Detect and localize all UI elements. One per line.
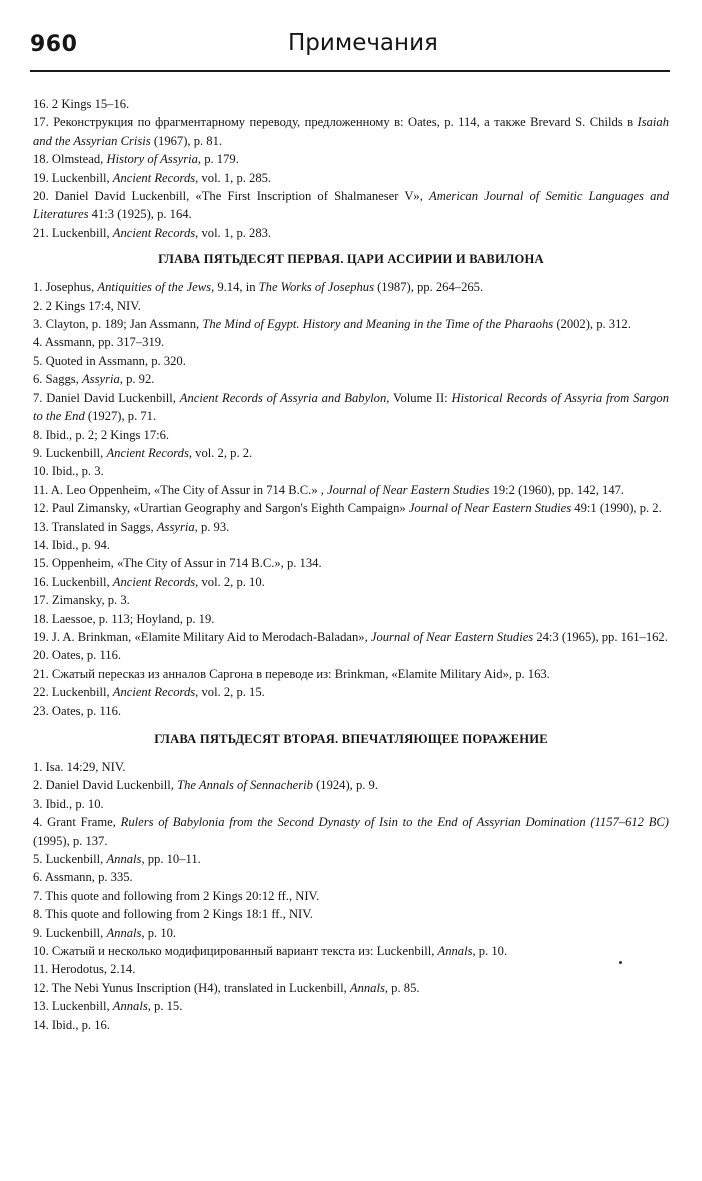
notes-list-chapter-51 <box>33 278 669 720</box>
footnote-text: 1. Isa. 14:29, NIV. <box>33 760 126 774</box>
footnote-text: 19. Luckenbill, <box>33 170 113 185</box>
footnote-entry <box>33 554 669 572</box>
footnote-text: , vol. 2, p. 10. <box>195 574 265 589</box>
footnote-text: 4. Assmann, pp. 317–319. <box>33 335 165 350</box>
footnote-entry <box>33 481 669 499</box>
footnote-text: , vol. 2, p. 15. <box>195 685 265 700</box>
footnote-text: , vol. 1, p. 285. <box>195 170 272 185</box>
footnote-text: , p. 85. <box>384 980 420 995</box>
footnote-text: 3. Ibid., p. 10. <box>33 796 104 811</box>
footnote-entry <box>33 591 669 609</box>
footnote-text: 41:3 (1925), p. 164. <box>88 207 192 222</box>
footnote-text: 7. Daniel David Luckenbill, <box>33 390 180 405</box>
footnote-title-italic: Ancient Records <box>112 170 196 185</box>
notes-list-chapter-52 <box>33 758 669 1034</box>
footnote-text: 14. Ibid., p. 94. <box>33 537 110 552</box>
footnote-text: 20. Oates, p. 116. <box>33 648 122 663</box>
footnote-text: 15. Oppenheim, «The City of Assur in 714 B.C.», p. 134. <box>33 556 322 571</box>
footnote-entry <box>33 868 669 886</box>
footnote-text: , p. 92. <box>119 372 155 387</box>
footnote-text: , vol. 1, p. 283. <box>195 225 272 240</box>
footnote-text: , p. 179. <box>197 152 239 167</box>
footnote-entry <box>33 850 669 868</box>
footnote-text: 19. J. A. Brinkman, «Elamite Military Aid to Merodach-Baladan», <box>33 629 371 644</box>
footnote-text: 21. Luckenbill, <box>33 225 113 240</box>
footnote-entry <box>33 1016 669 1034</box>
footnote-entry <box>33 887 669 905</box>
footnote-entry <box>33 628 669 646</box>
footnote-text: 12. The Nebi Yunus Inscription (H4), translated in Luckenbill, <box>33 980 350 995</box>
footnote-text: 2. Daniel David Luckenbill, <box>33 778 178 793</box>
footnote-entry <box>33 813 669 850</box>
footnote-entry <box>33 444 669 462</box>
footnote-title-italic: Annals <box>437 944 473 959</box>
footnote-entry <box>33 518 669 536</box>
footnote-entry <box>33 169 669 187</box>
footnote-entry <box>33 370 669 388</box>
footnote-title-italic: Annals <box>106 925 142 940</box>
footnote-entry <box>33 665 669 683</box>
footnote-title-italic: Annals <box>349 980 385 995</box>
footnote-text: 10. Сжатый и несколько модифицированный вариант текста из: Luckenbill, <box>33 944 438 959</box>
footnote-text: (1924), p. 9. <box>312 778 378 793</box>
footnote-title-italic: Rulers of Babylonia from the Second Dynasty of Isin to the End of Assyrian Domination (1157–612 BC) <box>120 815 669 830</box>
footnote-entry <box>33 795 669 813</box>
footnote-text: 3. Clayton, p. 189; Jan Assmann, <box>33 317 203 332</box>
footnote-entry <box>33 150 669 168</box>
footnote-text: , p. 10. <box>141 925 177 940</box>
footnote-title-italic: Assyria <box>156 519 195 534</box>
footnote-text: , p. 15. <box>147 999 183 1014</box>
footnote-text: , p. 93. <box>194 519 230 534</box>
footnote-text: (2002), p. 312. <box>553 317 631 332</box>
footnote-text: 5. Quoted in Assmann, p. 320. <box>33 353 186 368</box>
footnote-entry <box>33 610 669 628</box>
footnote-entry <box>33 499 669 517</box>
footnote-text: 21. Сжатый пересказ из анналов Саргона в переводе из: Brinkman, «Elamite Military Aid», p. 163. <box>33 666 550 681</box>
footnote-title-italic: Journal of Near Eastern Studies <box>408 501 572 516</box>
footnote-entry <box>33 113 669 150</box>
footnote-text: , Volume II: <box>386 390 452 405</box>
footnote-text: (1995), p. 137. <box>33 833 108 848</box>
footnote-entry <box>33 683 669 701</box>
notes-body <box>33 95 669 1034</box>
page-header <box>30 30 670 74</box>
footnote-entry <box>33 426 669 444</box>
footnote-entry <box>33 333 669 351</box>
footnote-title-italic: Assyria <box>81 372 120 387</box>
footnote-text: 6. Assmann, p. 335. <box>33 870 133 885</box>
footnote-text: 18. Laessoe, p. 113; Hoyland, p. 19. <box>33 611 215 626</box>
footnote-text: , 9.14, in <box>211 280 259 295</box>
footnote-entry <box>33 187 669 224</box>
footnote-entry <box>33 389 669 426</box>
footnote-entry <box>33 905 669 923</box>
footnote-text: 16. Luckenbill, <box>33 574 113 589</box>
footnote-text: , pp. 10–11. <box>141 852 201 867</box>
footnote-entry <box>33 573 669 591</box>
footnote-entry <box>33 462 669 480</box>
footnote-text: 11. Herodotus, 2.14. <box>33 962 136 977</box>
footnote-text: 49:1 (1990), p. 2. <box>571 501 662 516</box>
footnote-entry <box>33 758 669 776</box>
footnote-text: 10. Ibid., p. 3. <box>33 464 104 479</box>
footnote-text: 2. 2 Kings 17:4, NIV. <box>33 298 141 313</box>
footnote-text: 7. This quote and following from 2 Kings 20:12 ff., NIV. <box>33 888 320 903</box>
footnote-text: , p. 10. <box>472 944 508 959</box>
footnote-title-italic: History of Assyria <box>106 152 198 167</box>
footnote-entry <box>33 646 669 664</box>
footnote-entry <box>33 702 669 720</box>
footnote-text: 8. This quote and following from 2 Kings 18:1 ff., NIV. <box>33 907 313 922</box>
footnote-text: 13. Luckenbill, <box>33 999 113 1014</box>
footnote-text: 17. Zimansky, p. 3. <box>33 593 130 608</box>
chapter-heading-52: ГЛАВА ПЯТЬДЕСЯТ ВТОРАЯ. ВПЕЧАТЛЯЮЩЕЕ ПОРАЖЕНИЕ <box>154 732 548 746</box>
footnote-title-italic: Historical Records of Assyria from Sargon to the End <box>33 390 670 424</box>
footnote-title-italic: Ancient Records <box>112 574 196 589</box>
footnote-title-italic: Annals <box>112 999 148 1014</box>
footnote-text: 9. Luckenbill, <box>33 445 107 460</box>
footnote-entry <box>33 942 669 960</box>
footnote-title-italic: The Works of Josephus <box>258 280 374 295</box>
header-rule <box>30 70 670 72</box>
footnote-text: 22. Luckenbill, <box>33 685 113 700</box>
footnote-text: 1. Josephus, <box>33 280 98 295</box>
footnote-title-italic: Ancient Records <box>106 445 189 460</box>
notes-list-continued <box>33 95 669 242</box>
footnote-text: 8. Ibid., p. 2; 2 Kings 17:6. <box>33 427 170 442</box>
footnote-entry <box>33 315 669 333</box>
footnote-entry <box>33 224 669 242</box>
footnote-text: 5. Luckenbill, <box>33 852 107 867</box>
footnote-title-italic: American Journal of Semitic Languages and Literatures <box>33 189 669 222</box>
page-number: 960 <box>30 32 78 57</box>
footnote-text: 18. Olmstead, <box>33 152 107 167</box>
footnote-entry <box>33 776 669 794</box>
footnote-title-italic: Isaiah and the Assyrian Crisis <box>33 115 669 148</box>
running-head: Примечания <box>288 30 438 56</box>
footnote-text: (1927), p. 71. <box>84 409 157 424</box>
footnote-title-italic: The Annals of Sennacherib <box>177 778 313 793</box>
footnote-entry <box>33 979 669 997</box>
footnote-title-italic: Annals <box>106 852 142 867</box>
footnote-text: 9. Luckenbill, <box>33 925 107 940</box>
footnote-entry <box>33 95 669 113</box>
footnote-text: 13. Translated in Saggs, <box>33 519 157 534</box>
footnote-entry <box>33 924 669 942</box>
footnote-title-italic: Journal of Near Eastern Studies <box>370 629 534 644</box>
footnote-text: , vol. 2, p. 2. <box>188 445 253 460</box>
chapter-heading-51: ГЛАВА ПЯТЬДЕСЯТ ПЕРВАЯ. ЦАРИ АССИРИИ И ВАВИЛОНА <box>158 252 544 267</box>
footnote-title-italic: Antiquities of the Jews <box>97 280 212 295</box>
footnote-entry <box>33 997 669 1015</box>
footnote-text: 20. Daniel David Luckenbill, «The First Inscription of Shalmaneser V», <box>33 189 430 204</box>
footnote-text: 17. Реконструкция по фрагментарному переводу, предложенному в: Oates, p. 114, а также Brevard S. Childs в <box>33 115 638 130</box>
footnote-text: 4. Grant Frame, <box>33 815 121 830</box>
footnote-entry <box>33 352 669 370</box>
footnote-title-italic: Journal of Near Eastern Studies <box>327 482 490 497</box>
footnote-text: 11. A. Leo Oppenheim, «The City of Assur in 714 B.C.» , <box>33 482 328 497</box>
footnote-title-italic: Ancient Records <box>112 225 196 240</box>
footnote-entry <box>33 278 669 296</box>
footnote-text: 23. Oates, p. 116. <box>33 703 122 718</box>
footnote-text: (1987), pp. 264–265. <box>373 280 484 295</box>
footnote-text: 14. Ibid., p. 16. <box>33 1017 110 1032</box>
footnote-title-italic: Ancient Records <box>112 685 196 700</box>
footnote-text: 24:3 (1965), pp. 161–162. <box>533 629 668 644</box>
footnote-title-italic: Ancient Records of Assyria and Babylon <box>179 390 387 405</box>
footnote-text: 19:2 (1960), pp. 142, 147. <box>489 482 625 497</box>
footnote-text: 16. 2 Kings 15–16. <box>33 97 130 111</box>
footnote-entry <box>33 536 669 554</box>
footnote-text: 12. Paul Zimansky, «Urartian Geography and Sargon's Eighth Campaign» <box>33 501 409 516</box>
footnote-text: 6. Saggs, <box>33 372 82 387</box>
footnote-text: (1967), p. 81. <box>150 133 223 148</box>
footnote-entry <box>33 960 669 978</box>
footnote-title-italic: The Mind of Egypt. History and Meaning in the Time of the Pharaohs <box>202 317 554 332</box>
speck-mark <box>619 961 622 964</box>
footnote-entry <box>33 297 669 315</box>
